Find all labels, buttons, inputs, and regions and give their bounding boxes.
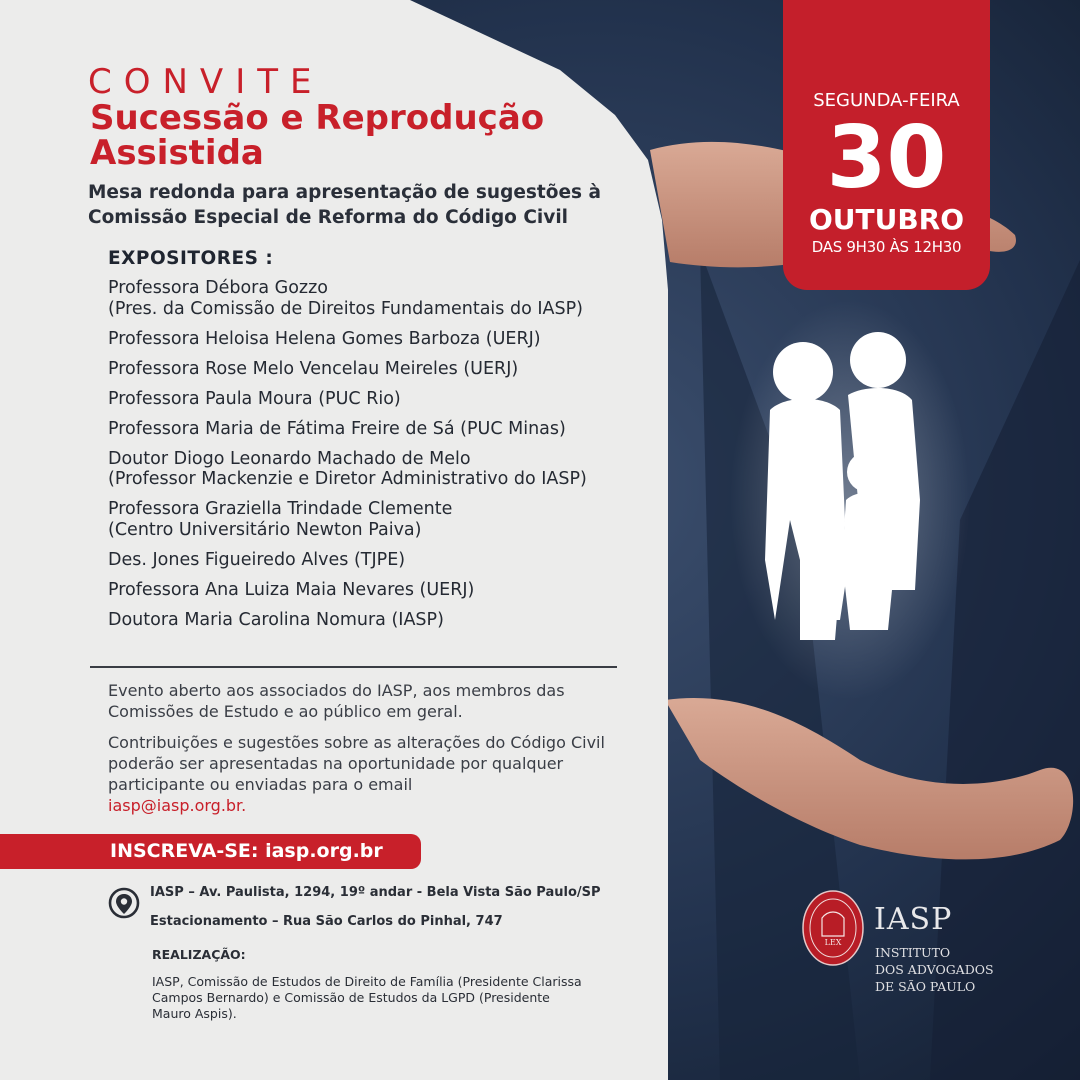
event-subtitle: Mesa redonda para apresentação de sugestões à Comissão Especial de Reforma do Código Civil bbox=[88, 182, 601, 228]
speaker-name: Professora Paula Moura (PUC Rio) bbox=[108, 388, 401, 409]
speaker-detail: (Professor Mackenzie e Diretor Administrativo do IASP) bbox=[108, 469, 587, 489]
organizers-text: IASP, Comissão de Estudos de Direito de Família (Presidente Clarissa Campos Bernardo) e Comissão de Estudos da LGPD (Presidente Mauro Aspis). bbox=[152, 974, 582, 1021]
speaker-name: Professora Graziella Trindade Clemente bbox=[108, 499, 453, 519]
register-button[interactable]: INSCREVA-SE: iasp.org.br bbox=[0, 834, 421, 869]
speakers-heading: EXPOSITORES : bbox=[108, 248, 274, 269]
speaker-item bbox=[108, 449, 668, 490]
brand-line: DE SÃO PAULO bbox=[875, 979, 976, 994]
speaker-item bbox=[108, 389, 668, 410]
date-badge bbox=[783, 0, 990, 290]
date-time: DAS 9H30 ÀS 12H30 bbox=[811, 238, 962, 256]
date-day: 30 bbox=[826, 108, 947, 208]
date-weekday: SEGUNDA-FEIRA bbox=[813, 90, 960, 111]
speaker-item bbox=[108, 329, 668, 350]
speaker-item bbox=[108, 419, 668, 440]
speaker-detail: (Centro Universitário Newton Paiva) bbox=[108, 519, 422, 540]
speaker-name: Professora Rose Melo Vencelau Meireles (UERJ) bbox=[108, 358, 519, 379]
speaker-item bbox=[108, 359, 668, 380]
speaker-name: Professora Heloisa Helena Gomes Barboza (UERJ) bbox=[108, 328, 541, 349]
speakers-list bbox=[108, 278, 668, 640]
speaker-name: Doutor Diogo Leonardo Machado de Melo bbox=[108, 448, 471, 469]
speaker-item bbox=[108, 550, 668, 571]
speaker-name: Des. Jones Figueiredo Alves (TJPE) bbox=[108, 549, 406, 570]
speaker-item bbox=[108, 580, 668, 601]
speaker-name: Professora Débora Gozzo bbox=[108, 278, 328, 298]
contributions-text: Contribuições e sugestões sobre as alterações do Código Civil poderão ser apresentadas na oportunidade por qualquer participante ou enviadas para o email bbox=[108, 733, 605, 794]
brand-line: DOS ADVOGADOS bbox=[875, 962, 994, 977]
speaker-name: Doutora Maria Carolina Nomura (IASP) bbox=[108, 609, 444, 630]
parking-address: Estacionamento – Rua São Carlos do Pinhal, 747 bbox=[150, 914, 503, 929]
event-title: Sucessão e Reprodução Assistida bbox=[90, 98, 545, 173]
contributions-note bbox=[108, 732, 628, 816]
speaker-detail: (Pres. da Comissão de Direitos Fundamentais do IASP) bbox=[108, 298, 583, 319]
brand-line: INSTITUTO bbox=[875, 945, 951, 960]
speaker-item bbox=[108, 610, 668, 631]
invite-label: CONVITE bbox=[88, 62, 324, 102]
event-notes bbox=[108, 680, 628, 826]
speaker-name: Professora Ana Luiza Maia Nevares (UERJ) bbox=[108, 579, 475, 600]
organizers-heading: REALIZAÇÃO: bbox=[152, 947, 246, 962]
contact-email-link[interactable]: iasp@iasp.org.br. bbox=[108, 796, 247, 815]
section-divider bbox=[90, 666, 617, 668]
seal-text: LEX bbox=[824, 938, 842, 947]
map-pin-icon bbox=[108, 887, 140, 923]
speaker-name: Professora Maria de Fátima Freire de Sá (PUC Minas) bbox=[108, 418, 566, 439]
brand-full-name bbox=[875, 944, 1035, 995]
iasp-seal-icon bbox=[800, 888, 866, 968]
audience-note: Evento aberto aos associados do IASP, aos membros das Comissões de Estudo e ao público em geral. bbox=[108, 681, 565, 721]
venue-address: IASP – Av. Paulista, 1294, 19º andar - Bela Vista São Paulo/SP bbox=[150, 885, 601, 900]
speaker-item bbox=[108, 278, 668, 319]
brand-name: IASP bbox=[874, 902, 953, 937]
speaker-item bbox=[108, 499, 668, 540]
date-month: OUTUBRO bbox=[808, 203, 965, 236]
